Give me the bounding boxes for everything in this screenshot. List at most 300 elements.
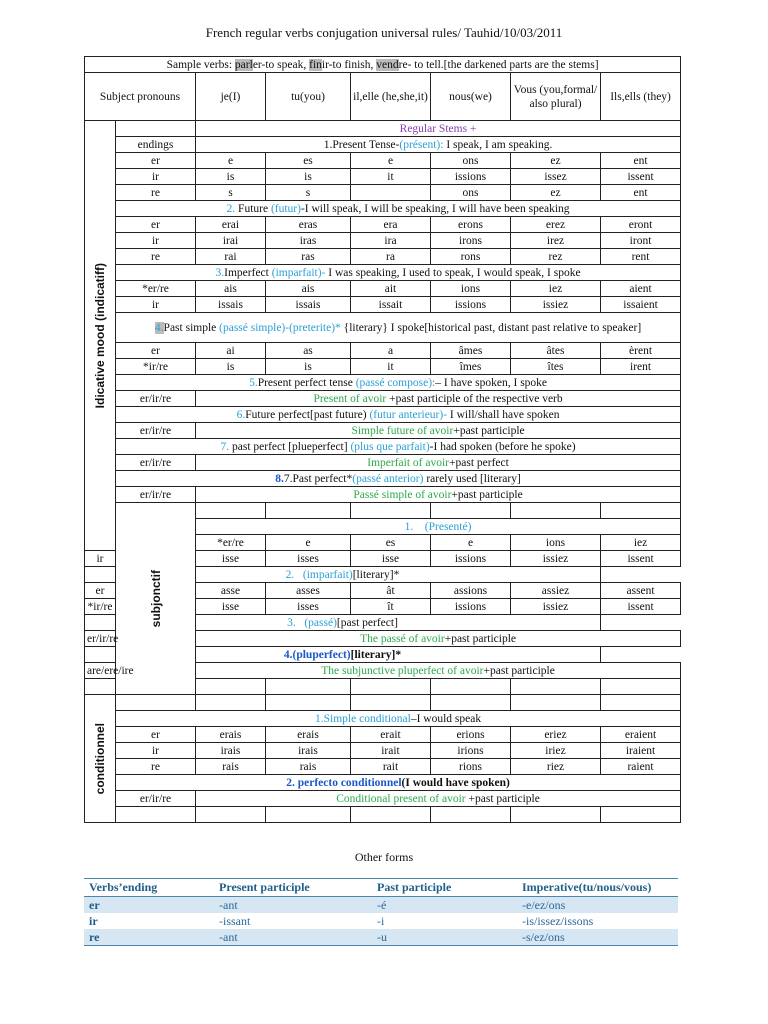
- table-cell: irions: [431, 743, 511, 759]
- table-cell: er/ir/re: [85, 631, 116, 647]
- table-cell: irons: [431, 233, 511, 249]
- table-cell: ir: [116, 743, 196, 759]
- text: (passé compose):: [355, 376, 436, 389]
- table-cell: -is/issez/issons: [522, 914, 594, 928]
- conjugation-row: [85, 217, 681, 233]
- table-cell: is: [266, 359, 351, 375]
- table-cell: erai: [196, 217, 266, 233]
- text: past perfect [plueperfect]: [229, 440, 351, 453]
- table-cell: issiez: [511, 551, 601, 567]
- tense-header-row: [85, 407, 681, 423]
- text: –I would speak: [410, 712, 482, 725]
- table-cell: [351, 503, 431, 519]
- compound-rule: [196, 423, 681, 439]
- table-cell: ions: [431, 281, 511, 297]
- tense-header-row: [85, 567, 681, 583]
- table-cell: ir: [116, 233, 196, 249]
- compound-row: [85, 391, 681, 407]
- table-cell: [196, 695, 266, 711]
- table-cell: isse: [196, 551, 266, 567]
- table-cell: erez: [511, 217, 601, 233]
- table-cell: assiez: [511, 583, 601, 599]
- table-cell: ent: [601, 185, 681, 201]
- tense-header-row: [85, 375, 681, 391]
- table-cell: eraient: [601, 727, 681, 743]
- regular-stems: Regular Stems +: [196, 121, 681, 137]
- tense-header-row: [85, 265, 681, 281]
- table-cell: -é: [372, 897, 517, 914]
- text: Future: [235, 202, 271, 215]
- table-cell: issiez: [511, 599, 601, 615]
- sample-verbs-row: [85, 57, 681, 73]
- table-cell: -ant: [214, 897, 372, 914]
- table-cell: *er/re: [196, 535, 266, 551]
- table-cell: isses: [266, 551, 351, 567]
- spacer-row: [85, 503, 681, 519]
- table-cell: erais: [266, 727, 351, 743]
- table-cell: [85, 679, 116, 695]
- tense-header: [116, 313, 681, 343]
- table-cell: as: [266, 343, 351, 359]
- table-cell: it: [351, 169, 431, 185]
- table-cell: eras: [266, 217, 351, 233]
- table-cell: ît: [351, 599, 431, 615]
- conjugation-row: [85, 249, 681, 265]
- text: +past participle: [453, 424, 525, 437]
- compound-rule: [196, 631, 681, 647]
- text: (futur): [270, 202, 301, 215]
- other-forms-header: [84, 879, 678, 897]
- text: 6.: [236, 408, 246, 421]
- text: (futur anterieur)-: [369, 408, 448, 421]
- text: (plus que parfait): [350, 440, 430, 453]
- compound-row: [85, 487, 681, 503]
- text: [literary]*: [350, 648, 402, 661]
- table-cell: [601, 679, 681, 695]
- text: 2.: [226, 202, 236, 215]
- table-cell: [601, 807, 681, 823]
- table-row: [84, 897, 678, 914]
- table-cell: [196, 503, 266, 519]
- table-cell: issions: [431, 599, 511, 615]
- mood-label: Idicative mood (indicatiff): [93, 262, 107, 409]
- table-cell: [351, 185, 431, 201]
- table-cell: are/ere/ire: [85, 663, 116, 679]
- tense-header: [116, 201, 681, 217]
- text: 2. perfecto conditionnel: [286, 776, 402, 789]
- conjugation-row: [85, 727, 681, 743]
- table-cell: re: [116, 249, 196, 265]
- table-cell: assions: [431, 583, 511, 599]
- table-cell: [601, 695, 681, 711]
- text: er-to speak,: [252, 58, 310, 71]
- table-cell: [511, 695, 601, 711]
- verb-ending: ir: [89, 914, 98, 928]
- table-cell: iront: [601, 233, 681, 249]
- table-cell: ez: [511, 153, 601, 169]
- table-cell: rions: [431, 759, 511, 775]
- table-cell: e: [266, 535, 351, 551]
- table-cell: rez: [511, 249, 601, 265]
- table-cell: *ir/re: [85, 599, 116, 615]
- tense-header: [116, 775, 681, 791]
- text: (I would have spoken): [401, 776, 510, 789]
- table-cell: -u: [372, 929, 517, 946]
- tense-header-row: [85, 647, 681, 663]
- text: I speak, I am speaking.: [443, 138, 553, 151]
- column-header: Past participle: [372, 879, 517, 897]
- table-cell: eriez: [511, 727, 601, 743]
- conjugation-row: [85, 169, 681, 185]
- table-cell: *ir/re: [116, 359, 196, 375]
- table-cell: er: [85, 583, 116, 599]
- text: Imperfect: [224, 266, 272, 279]
- tense-header-row: [85, 471, 681, 487]
- table-cell: es: [351, 535, 431, 551]
- text: I will/shall have spoken: [447, 408, 560, 421]
- table-cell: ent: [601, 153, 681, 169]
- conjugation-row: [85, 233, 681, 249]
- table-cell: ir: [116, 169, 196, 185]
- text: [literary]*: [352, 568, 400, 581]
- table-cell: îmes: [431, 359, 511, 375]
- compound-rule: [196, 487, 681, 503]
- text: {literary} I spoke[historical past, distant past relative to speaker]: [340, 321, 642, 334]
- tense-header-row: [85, 137, 681, 153]
- table-cell: isse: [196, 599, 266, 615]
- avoir-form: Imperfait of avoir: [367, 456, 450, 469]
- table-cell: assent: [601, 583, 681, 599]
- column-header: je(I): [196, 73, 266, 121]
- table-cell: irai: [196, 233, 266, 249]
- table-cell: rons: [431, 249, 511, 265]
- table-cell: -e/ez/ons: [517, 897, 678, 914]
- table-cell: ra: [351, 249, 431, 265]
- table-cell: rai: [196, 249, 266, 265]
- column-header: nous(we): [431, 73, 511, 121]
- text: 2.: [285, 568, 295, 581]
- table-cell: ir: [116, 297, 196, 313]
- table-cell: is: [196, 359, 266, 375]
- mood-label-cell: [85, 121, 116, 551]
- column-header: Vous (you,formal/ also plural): [511, 73, 601, 121]
- table-cell: irent: [601, 359, 681, 375]
- column-header: Ils,ells (they): [601, 73, 681, 121]
- avoir-form: The passé of avoir: [360, 632, 445, 645]
- spacer-row: [85, 807, 681, 823]
- stem: vend: [376, 58, 399, 71]
- table-cell: ai: [196, 343, 266, 359]
- table-cell: issions: [431, 551, 511, 567]
- text: 8.: [275, 472, 284, 485]
- table-cell: [511, 807, 601, 823]
- table-cell: er/ir/re: [116, 455, 196, 471]
- table-cell: -i: [377, 914, 385, 928]
- table-cell: aient: [601, 281, 681, 297]
- text: 5.: [249, 376, 258, 389]
- table-cell: isse: [351, 551, 431, 567]
- text: 3.: [215, 266, 225, 279]
- tense-header: [116, 439, 681, 455]
- table-cell: erons: [431, 217, 511, 233]
- table-cell: issez: [511, 169, 601, 185]
- table-cell: [431, 807, 511, 823]
- table-cell: âmes: [431, 343, 511, 359]
- text: 1.Present Tense-: [323, 138, 400, 151]
- compound-row: [85, 791, 681, 807]
- compound-row: [85, 423, 681, 439]
- text: (passé simple)-(preterite)*: [219, 321, 341, 334]
- table-cell: issions: [431, 297, 511, 313]
- tense-header: [85, 647, 601, 663]
- text: +past perfect: [449, 456, 509, 469]
- table-cell: [266, 679, 351, 695]
- table-cell: rait: [351, 759, 431, 775]
- text: 7.: [220, 440, 230, 453]
- conjugation-row: [85, 759, 681, 775]
- tense-header: [116, 407, 681, 423]
- table-cell: e: [351, 153, 431, 169]
- table-cell: [116, 695, 196, 711]
- table-cell: [196, 807, 266, 823]
- column-header: Present participle: [214, 879, 372, 897]
- table-cell: ais: [266, 281, 351, 297]
- column-header: tu(you): [266, 73, 351, 121]
- mood-label: subjonctif: [148, 569, 163, 628]
- regular-stems-row: [85, 121, 681, 137]
- mood-label-cell: [85, 695, 116, 823]
- tense-header: [116, 471, 681, 487]
- table-cell: era: [351, 217, 431, 233]
- table-row: [84, 929, 678, 946]
- table-cell: erais: [196, 727, 266, 743]
- compound-rule: [196, 663, 681, 679]
- table-cell: issent: [601, 169, 681, 185]
- table-cell: re: [116, 185, 196, 201]
- text: rarely used [literary]: [423, 472, 521, 485]
- text: (imparfait)-: [271, 266, 326, 279]
- tense-header: [196, 137, 681, 153]
- table-cell: issions: [431, 169, 511, 185]
- conjugation-row: [85, 153, 681, 169]
- text: (passé): [304, 616, 337, 629]
- text: Sample verbs:: [166, 58, 235, 71]
- table-row: [84, 913, 678, 929]
- table-cell: ais: [196, 281, 266, 297]
- table-cell: [351, 695, 431, 711]
- table-cell: e: [196, 153, 266, 169]
- spacer-row: [85, 695, 681, 711]
- tense-header-row: [85, 313, 681, 343]
- table-cell: ons: [431, 185, 511, 201]
- tense-header: [116, 711, 681, 727]
- table-cell: *er/re: [116, 281, 196, 297]
- table-cell: issiez: [511, 297, 601, 313]
- tense-header: [116, 265, 681, 281]
- table-cell: er: [116, 343, 196, 359]
- column-header: Imperative(tu/nous/vous): [517, 879, 678, 897]
- tense-header: [116, 375, 681, 391]
- table-cell: ez: [511, 185, 601, 201]
- table-cell: [601, 503, 681, 519]
- text: +past participle: [451, 488, 523, 501]
- table-cell: e: [431, 535, 511, 551]
- table-cell: erait: [351, 727, 431, 743]
- table-cell: [116, 121, 196, 137]
- table-cell: er/ir/re: [116, 391, 196, 407]
- table-cell: ons: [431, 153, 511, 169]
- text: (imparfait): [302, 568, 353, 581]
- avoir-form: The subjunctive pluperfect of avoir: [321, 664, 484, 677]
- text: 4.: [154, 321, 164, 334]
- verb-ending: er: [84, 897, 214, 914]
- table-cell: raient: [601, 759, 681, 775]
- table-cell: rent: [601, 249, 681, 265]
- table-cell: -ant: [214, 929, 372, 946]
- table-cell: endings: [116, 137, 196, 153]
- table-cell: isses: [266, 599, 351, 615]
- pronoun-header-row: [85, 73, 681, 121]
- conjugation-table: [84, 56, 681, 823]
- conjugation-row: [85, 297, 681, 313]
- table-cell: [511, 679, 601, 695]
- text: – I have spoken, I spoke: [435, 376, 548, 389]
- table-cell: issent: [601, 551, 681, 567]
- table-cell: irais: [196, 743, 266, 759]
- tense-header-row: [85, 439, 681, 455]
- sample-verbs: [85, 57, 681, 73]
- text: +past participle: [444, 632, 517, 645]
- table-cell: ira: [351, 233, 431, 249]
- table-cell: [196, 679, 266, 695]
- table-cell: ait: [351, 281, 431, 297]
- text: 1.: [404, 520, 414, 533]
- text: +past participle of the respective verb: [386, 392, 563, 405]
- stem: parl: [234, 58, 253, 71]
- table-cell: [351, 679, 431, 695]
- table-cell: iraient: [601, 743, 681, 759]
- table-cell: issait: [351, 297, 431, 313]
- table-cell: eront: [601, 217, 681, 233]
- table-cell: [266, 807, 351, 823]
- table-cell: er/ir/re: [116, 423, 196, 439]
- other-forms-title: Other forms: [354, 850, 414, 864]
- table-cell: it: [351, 359, 431, 375]
- table-cell: ras: [266, 249, 351, 265]
- table-cell: riez: [511, 759, 601, 775]
- table-cell: is: [266, 169, 351, 185]
- avoir-form: Passé simple of avoir: [353, 488, 452, 501]
- text: Past simple: [163, 321, 220, 334]
- text: 7.Past perfect*: [283, 472, 353, 485]
- text: (présent):: [399, 138, 444, 151]
- text: 1.Simple conditional: [315, 712, 411, 725]
- table-cell: iez: [601, 535, 681, 551]
- table-cell: irait: [351, 743, 431, 759]
- text: I was speaking, I used to speak, I would speak, I spoke: [325, 266, 581, 279]
- table-cell: ions: [511, 535, 601, 551]
- column-header: il,elle (he,she,it): [351, 73, 431, 121]
- table-cell: asse: [196, 583, 266, 599]
- avoir-form: Conditional present of avoir: [336, 792, 466, 805]
- avoir-form: Present of avoir: [313, 392, 387, 405]
- table-cell: îtes: [511, 359, 601, 375]
- conjugation-row: [85, 281, 681, 297]
- text: -I had spoken (before he spoke): [429, 440, 576, 453]
- table-cell: [351, 807, 431, 823]
- table-cell: ir: [85, 551, 116, 567]
- table-cell: s: [196, 185, 266, 201]
- tense-header-row: [85, 201, 681, 217]
- text: [past perfect]: [336, 616, 398, 629]
- table-cell: èrent: [601, 343, 681, 359]
- text: 3.: [287, 616, 296, 629]
- text: (Presenté): [424, 520, 472, 533]
- table-cell: re: [116, 759, 196, 775]
- table-cell: issent: [601, 599, 681, 615]
- tense-header-row: [85, 615, 681, 631]
- table-cell: -s/ez/ons: [517, 929, 678, 946]
- stem: fin: [309, 58, 322, 71]
- text: Future perfect[past future): [245, 408, 370, 421]
- conjugation-row: [85, 343, 681, 359]
- mood-label: conditionnel: [93, 722, 107, 795]
- table-cell: irais: [266, 743, 351, 759]
- table-cell: er/ir/re: [116, 791, 196, 807]
- table-cell: [116, 807, 196, 823]
- text: +past participle: [483, 664, 555, 677]
- compound-rule: [196, 391, 681, 407]
- table-cell: is: [196, 169, 266, 185]
- text: (passé anterior): [352, 472, 424, 485]
- table-cell: irez: [511, 233, 601, 249]
- text: +past participle: [465, 792, 540, 805]
- table-cell: -issant: [219, 914, 251, 928]
- tense-header: [196, 519, 681, 535]
- table-cell: [266, 695, 351, 711]
- table-cell: erions: [431, 727, 511, 743]
- table-cell: s: [266, 185, 351, 201]
- tense-header-row: [85, 711, 681, 727]
- table-cell: er: [116, 153, 196, 169]
- column-header: Subject pronouns: [85, 73, 196, 121]
- text: Present perfect tense: [257, 376, 356, 389]
- table-cell: asses: [266, 583, 351, 599]
- table-cell: er/ir/re: [116, 487, 196, 503]
- conjugation-row: [85, 743, 681, 759]
- compound-rule: [196, 791, 681, 807]
- conjugation-row: [85, 185, 681, 201]
- table-cell: [266, 503, 351, 519]
- table-cell: issais: [196, 297, 266, 313]
- table-cell: [431, 503, 511, 519]
- compound-rule: [196, 455, 681, 471]
- table-cell: [431, 679, 511, 695]
- text: re- to tell.[the darkened parts are the stems]: [398, 58, 599, 71]
- table-cell: ât: [351, 583, 431, 599]
- table-cell: iriez: [511, 743, 601, 759]
- verb-ending: re: [84, 929, 214, 946]
- table-cell: iez: [511, 281, 601, 297]
- table-cell: issais: [266, 297, 351, 313]
- table-cell: [511, 503, 601, 519]
- table-cell: er: [116, 217, 196, 233]
- table-cell: a: [351, 343, 431, 359]
- page-title: French regular verbs conjugation universal rules/ Tauhid/10/03/2011: [205, 25, 563, 40]
- text: 4.(pluperfect): [283, 648, 351, 661]
- table-cell: iras: [266, 233, 351, 249]
- column-header: Verbs’ending: [84, 879, 214, 897]
